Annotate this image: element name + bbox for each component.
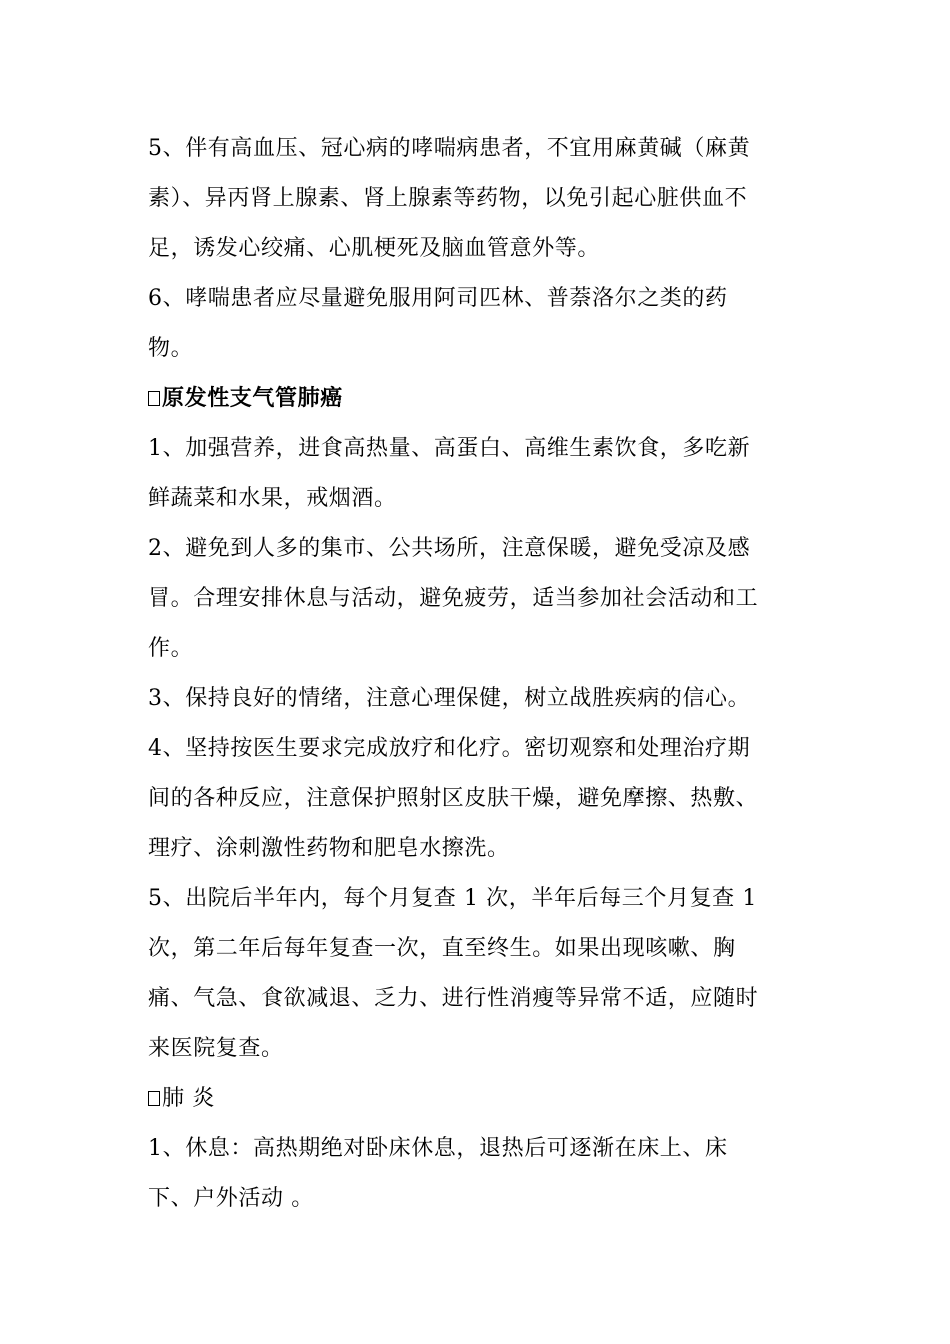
text-line: 下、户外活动 。 <box>148 1186 314 1211</box>
checkbox-square-icon <box>148 391 160 406</box>
text-line: 1、加强营养，进食高热量、高蛋白、高维生素饮食，多吃新 <box>148 436 751 461</box>
section-heading-pneumonia <box>148 1074 808 1124</box>
text-line: 次，第二年后每年复查一次，直至终生。如果出现咳嗽、胸 <box>148 936 736 961</box>
text-line: 5、出院后半年内，每个月复查 1 次，半年后每三个月复查 1 <box>148 886 757 911</box>
text-line: 痛、气急、食欲减退、乏力、进行性消瘦等异常不适，应随时 <box>148 986 759 1011</box>
section-title: 肺 炎 <box>162 1086 215 1111</box>
text-line: 3、保持良好的情绪，注意心理保健，树立战胜疾病的信心。 <box>148 686 751 711</box>
text-line: 5、伴有高血压、冠心病的哮喘病患者，不宜用麻黄碱（麻黄 <box>148 136 751 161</box>
text-line: 4、坚持按医生要求完成放疗和化疗。密切观察和处理治疗期 <box>148 736 751 761</box>
section-heading-lung-cancer <box>148 374 808 424</box>
text-line: 理疗、涂刺激性药物和肥皂水擦洗。 <box>148 836 510 861</box>
text-line: 物。 <box>148 336 194 361</box>
text-line: 来医院复查。 <box>148 1036 284 1061</box>
text-line: 1、休息：高热期绝对卧床休息，退热后可逐渐在床上、床 <box>148 1136 728 1161</box>
text-line: 冒。合理安排休息与活动，避免疲劳，适当参加社会活动和工 <box>148 586 759 611</box>
text-line: 间的各种反应，注意保护照射区皮肤干燥，避免摩擦、热敷、 <box>148 786 759 811</box>
text-line: 作。 <box>148 636 194 661</box>
checkbox-square-icon <box>148 1091 160 1106</box>
text-line: 素）、异丙肾上腺素、肾上腺素等药物，以免引起心脏供血不 <box>148 186 748 211</box>
text-line: 鲜蔬菜和水果，戒烟酒。 <box>148 486 397 511</box>
text-line: 6、哮喘患者应尽量避免服用阿司匹林、普萘洛尔之类的药 <box>148 286 728 311</box>
text-line: 足，诱发心绞痛、心肌梗死及脑血管意外等。 <box>148 236 601 261</box>
document-body <box>148 124 808 1224</box>
text-line: 2、避免到人多的集市、公共场所，注意保暖，避免受凉及感 <box>148 536 751 561</box>
section-title: 原发性支气管肺癌 <box>162 386 343 411</box>
